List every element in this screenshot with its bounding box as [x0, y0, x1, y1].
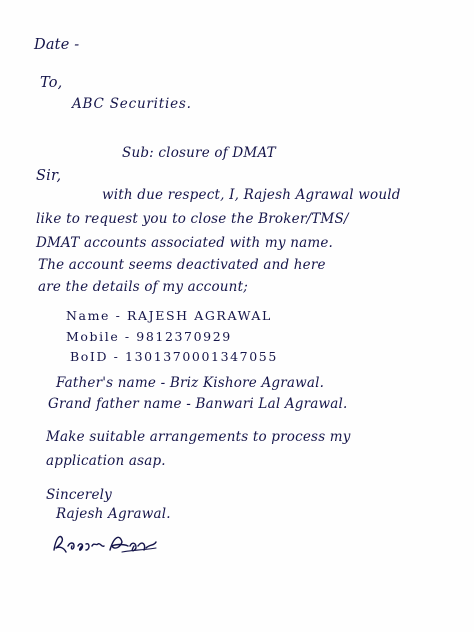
detail-father: Father's name - Briz Kishore Agrawal. [56, 375, 325, 391]
body-line-1: with due respect, I, Rajesh Agrawal would [102, 187, 401, 203]
closing-line-1: Make suitable arrangements to process my [46, 429, 351, 445]
body-line-4: The account seems deactivated and here [38, 257, 326, 273]
recipient-line: ABC Securities. [72, 96, 192, 112]
body-line-2: like to request you to close the Broker/TMS/ [36, 211, 349, 227]
detail-mobile: Mobile - 9812370929 [66, 329, 232, 344]
sign-off: Sincerely [46, 487, 112, 503]
signature-scribble [50, 528, 160, 556]
body-line-5: are the details of my account; [38, 279, 248, 295]
date-line: Date - [34, 37, 80, 53]
detail-name: Name - RAJESH AGRAWAL [66, 308, 272, 323]
to-line: To, [40, 75, 63, 91]
detail-boid: BoID - 1301370001347055 [70, 349, 278, 364]
body-line-3: DMAT accounts associated with my name. [36, 235, 334, 251]
detail-grandfather: Grand father name - Banwari Lal Agrawal. [48, 396, 348, 412]
signer-name: Rajesh Agrawal. [56, 506, 171, 522]
closing-line-2: application asap. [46, 453, 166, 469]
salutation: Sir, [36, 168, 62, 184]
subject-line: Sub: closure of DMAT [122, 145, 276, 161]
